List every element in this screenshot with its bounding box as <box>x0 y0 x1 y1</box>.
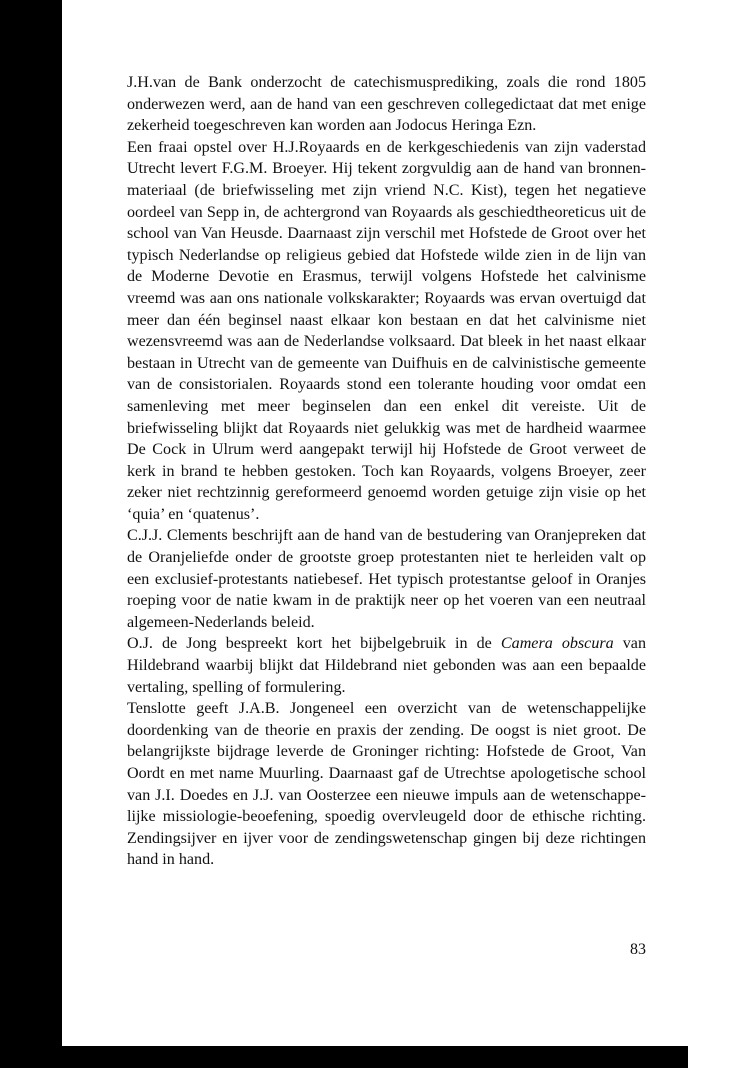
paragraph-jongeneel: Tenslotte geeft J.A.B. Jongeneel een overzicht van de wetenschappelijke doordenking van de theorie en praxis der zending. De oogst is niet groot. De belangrijkste bijdrage leverde de Groninger richting: Hofstede de Groot, Van Oordt en met name Muurling. Daarnaast gaf de Utrechtse apologetische school van J.I. Doedes en J.J. van Oosterzee een nieuwe impuls aan de wetenschappe-lijke missiologie-beoefening, spoedig overvleugeld door de ethische richting. Zendingsijver en ijver voor de zendingswetenschap gingen bij deze richtingen hand in hand. <box>127 700 646 869</box>
paragraph-de-jong-after: van Hildebrand waarbij blijkt dat Hildebrand niet gebonden was aan een bepaalde vertaling, spelling of formulering. <box>127 635 646 696</box>
paragraph-broeyer: Een fraai opstel over H.J.Royaards en de kerkgeschiedenis van zijn vaderstad Utrecht levert F.G.M. Broeyer. Hij tekent zorgvuldig aan de hand van bronnen-materiaal (de briefwisseling met zijn vriend N.C. Kist), tegen het negatieve oordeel van Sepp in, de achtergrond van Royaards als geschiedtheoreticus uit de school van Van Heusde. Daarnaast zijn verschil met Hofstede de Groot over het typisch Nederlandse op religieus gebied dat Hofstede wilde zien in de lijn van de Moderne Devotie en Erasmus, terwijl volgens Hofstede het calvinisme vreemd was aan ons nationale volkskarakter; Royaards was ervan overtuigd dat meer dan één beginsel naast elkaar kon bestaan en dat het calvinisme niet wezensvreemd was aan de Nederlandse volksaard. Dat bleek in het naast elkaar bestaan in Utrecht van de gemeente van Duifhuis en de calvinistische gemeente van de consistorialen. Royaards stond een tolerante houding voor omdat een samenleving met meer beginselen dan een enkel dit vereiste. Uit de briefwisseling blijkt dat Royaards niet gelukkig was met de hardheid waarmee De Cock in Ulrum werd aangepakt terwijl hij Hofstede de Groot verweet de kerk in brand te hebben gestoken. Toch kan Royaards, volgens Broeyer, zeer zeker niet rechtzinnig gereformeerd genoemd worden getuige zijn visie op het ‘quia’ en ‘quatenus’. <box>127 138 646 523</box>
book-title-camera-obscura: Camera obscura <box>500 635 614 653</box>
scan-bottom-edge <box>0 1046 688 1068</box>
paragraph-bank: J.H.van de Bank onderzocht de catechismusprediking, zoals die rond 1805 onderwezen werd, aan de hand van een geschreven collegedictaat dat met enige zekerheid toegeschreven kan worden aan Jodocus Heringa Ezn. <box>127 74 646 135</box>
paragraph-de-jong <box>127 633 646 698</box>
page-number: 83 <box>630 941 646 958</box>
page-text-body <box>127 72 646 871</box>
paragraph-clements: C.J.J. Clements beschrijft aan de hand van de bestudering van Oranjepreken dat de Oranjeliefde onder de grootste groep protestanten niet te herleiden valt op een exclusief-protestants natiebesef. Het typisch protestantse geloof in Oranjes roeping voor de natie kwam in de praktijk neer op het voeren van een neutraal algemeen-Nederlands beleid. <box>127 527 646 631</box>
paragraph-de-jong-before: O.J. de Jong bespreekt kort het bijbelgebruik in de <box>127 635 501 653</box>
scan-left-edge <box>0 0 62 1068</box>
